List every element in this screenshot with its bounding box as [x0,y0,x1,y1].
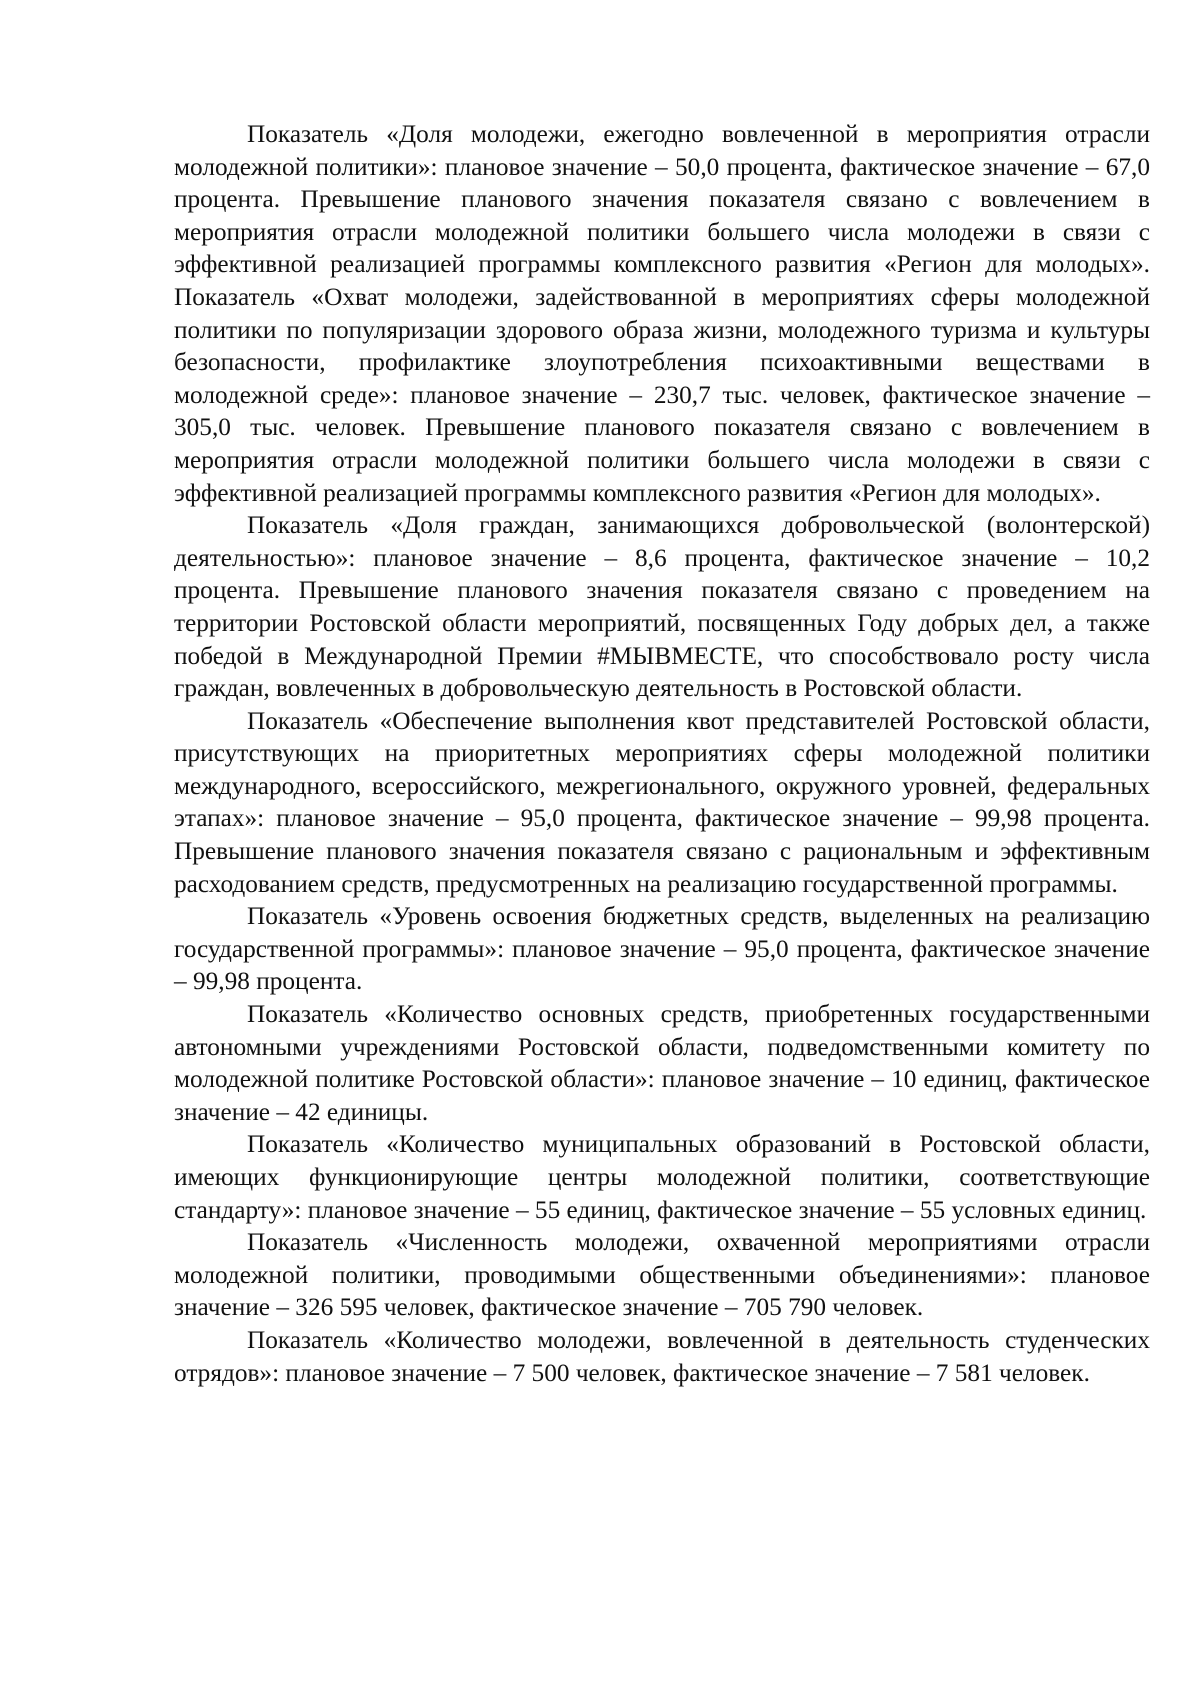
paragraph-budget: Показатель «Уровень освоения бюджетных средств, выделенных на реализацию государственной программы»: плановое значение – 95,0 процента, фактическое значение – 99,98 процента. [174,902,1150,996]
paragraph-municipal-centers: Показатель «Количество муниципальных образований в Ростовской области, имеющих функционирующие центры молодежной политики, соответствующие стандарту»: плановое значение – 55 единиц, фактическое значение – 55 условных единиц. [174,1130,1150,1224]
paragraph-quotas: Показатель «Обеспечение выполнения квот представителей Ростовской области, присутствующих на приоритетных мероприятиях сферы молодежной политики международного, всероссийского, межрегионального, окружного уровней, федеральных этапах»: плановое значение – 95,0 процента, фактическое значение – 99,98 процента. Превышение планового значения показателя связано с рациональным и эффективным расходованием средств, предусмотренных на реализацию государственной программы. [174,706,1150,898]
paragraph-youth-share: Показатель «Доля молодежи, ежегодно вовлеченной в мероприятия отрасли молодежной политики»: плановое значение – 50,0 процента, фактическое значение – 67,0 процента. Превышение планового значения показателя связано с вовлечением в мероприятия отрасли молодежной политики большего числа молодежи в связи с эффективной реализацией программы комплексного развития «Регион для молодых». Показатель «Охват молодежи, задействованной в мероприятиях сферы молодежной политики по популяризации здорового образа жизни, молодежного туризма и культуры безопасности, профилактике злоупотребления психоактивными веществами в молодежной среде»: плановое значение – 230,7 тыс. человек, фактическое значение – 305,0 тыс. человек. Превышение планового показателя связано с вовлечением в мероприятия отрасли молодежной политики большего числа молодежи в связи с эффективной реализацией программы комплексного развития «Регион для молодых». [174,120,1150,507]
paragraph-student-brigades: Показатель «Количество молодежи, вовлеченной в деятельность студенческих отрядов»: плановое значение – 7 500 человек, фактическое значение – 7 581 человек. [174,1325,1150,1387]
document-page [174,118,1150,1389]
paragraph-public-associations: Показатель «Численность молодежи, охваченной мероприятиями отрасли молодежной политики, проводимыми общественными объединениями»: плановое значение – 326 595 человек, фактическое значение – 705 790 человек. [174,1228,1150,1322]
paragraph-fixed-assets: Показатель «Количество основных средств, приобретенных государственными автономными учреждениями Ростовской области, подведомственными комитету по молодежной политике Ростовской области»: плановое значение – 10 единиц, фактическое значение – 42 единицы. [174,1000,1150,1126]
paragraph-volunteers: Показатель «Доля граждан, занимающихся добровольческой (волонтерской) деятельностью»: плановое значение – 8,6 процента, фактическое значение – 10,2 процента. Превышение планового значения показателя связано с проведением на территории Ростовской области мероприятий, посвященных Году добрых дел, а также победой в Международной Премии #МЫВМЕСТЕ, что способствовало росту числа граждан, вовлеченных в добровольческую деятельность в Ростовской области. [174,511,1150,703]
